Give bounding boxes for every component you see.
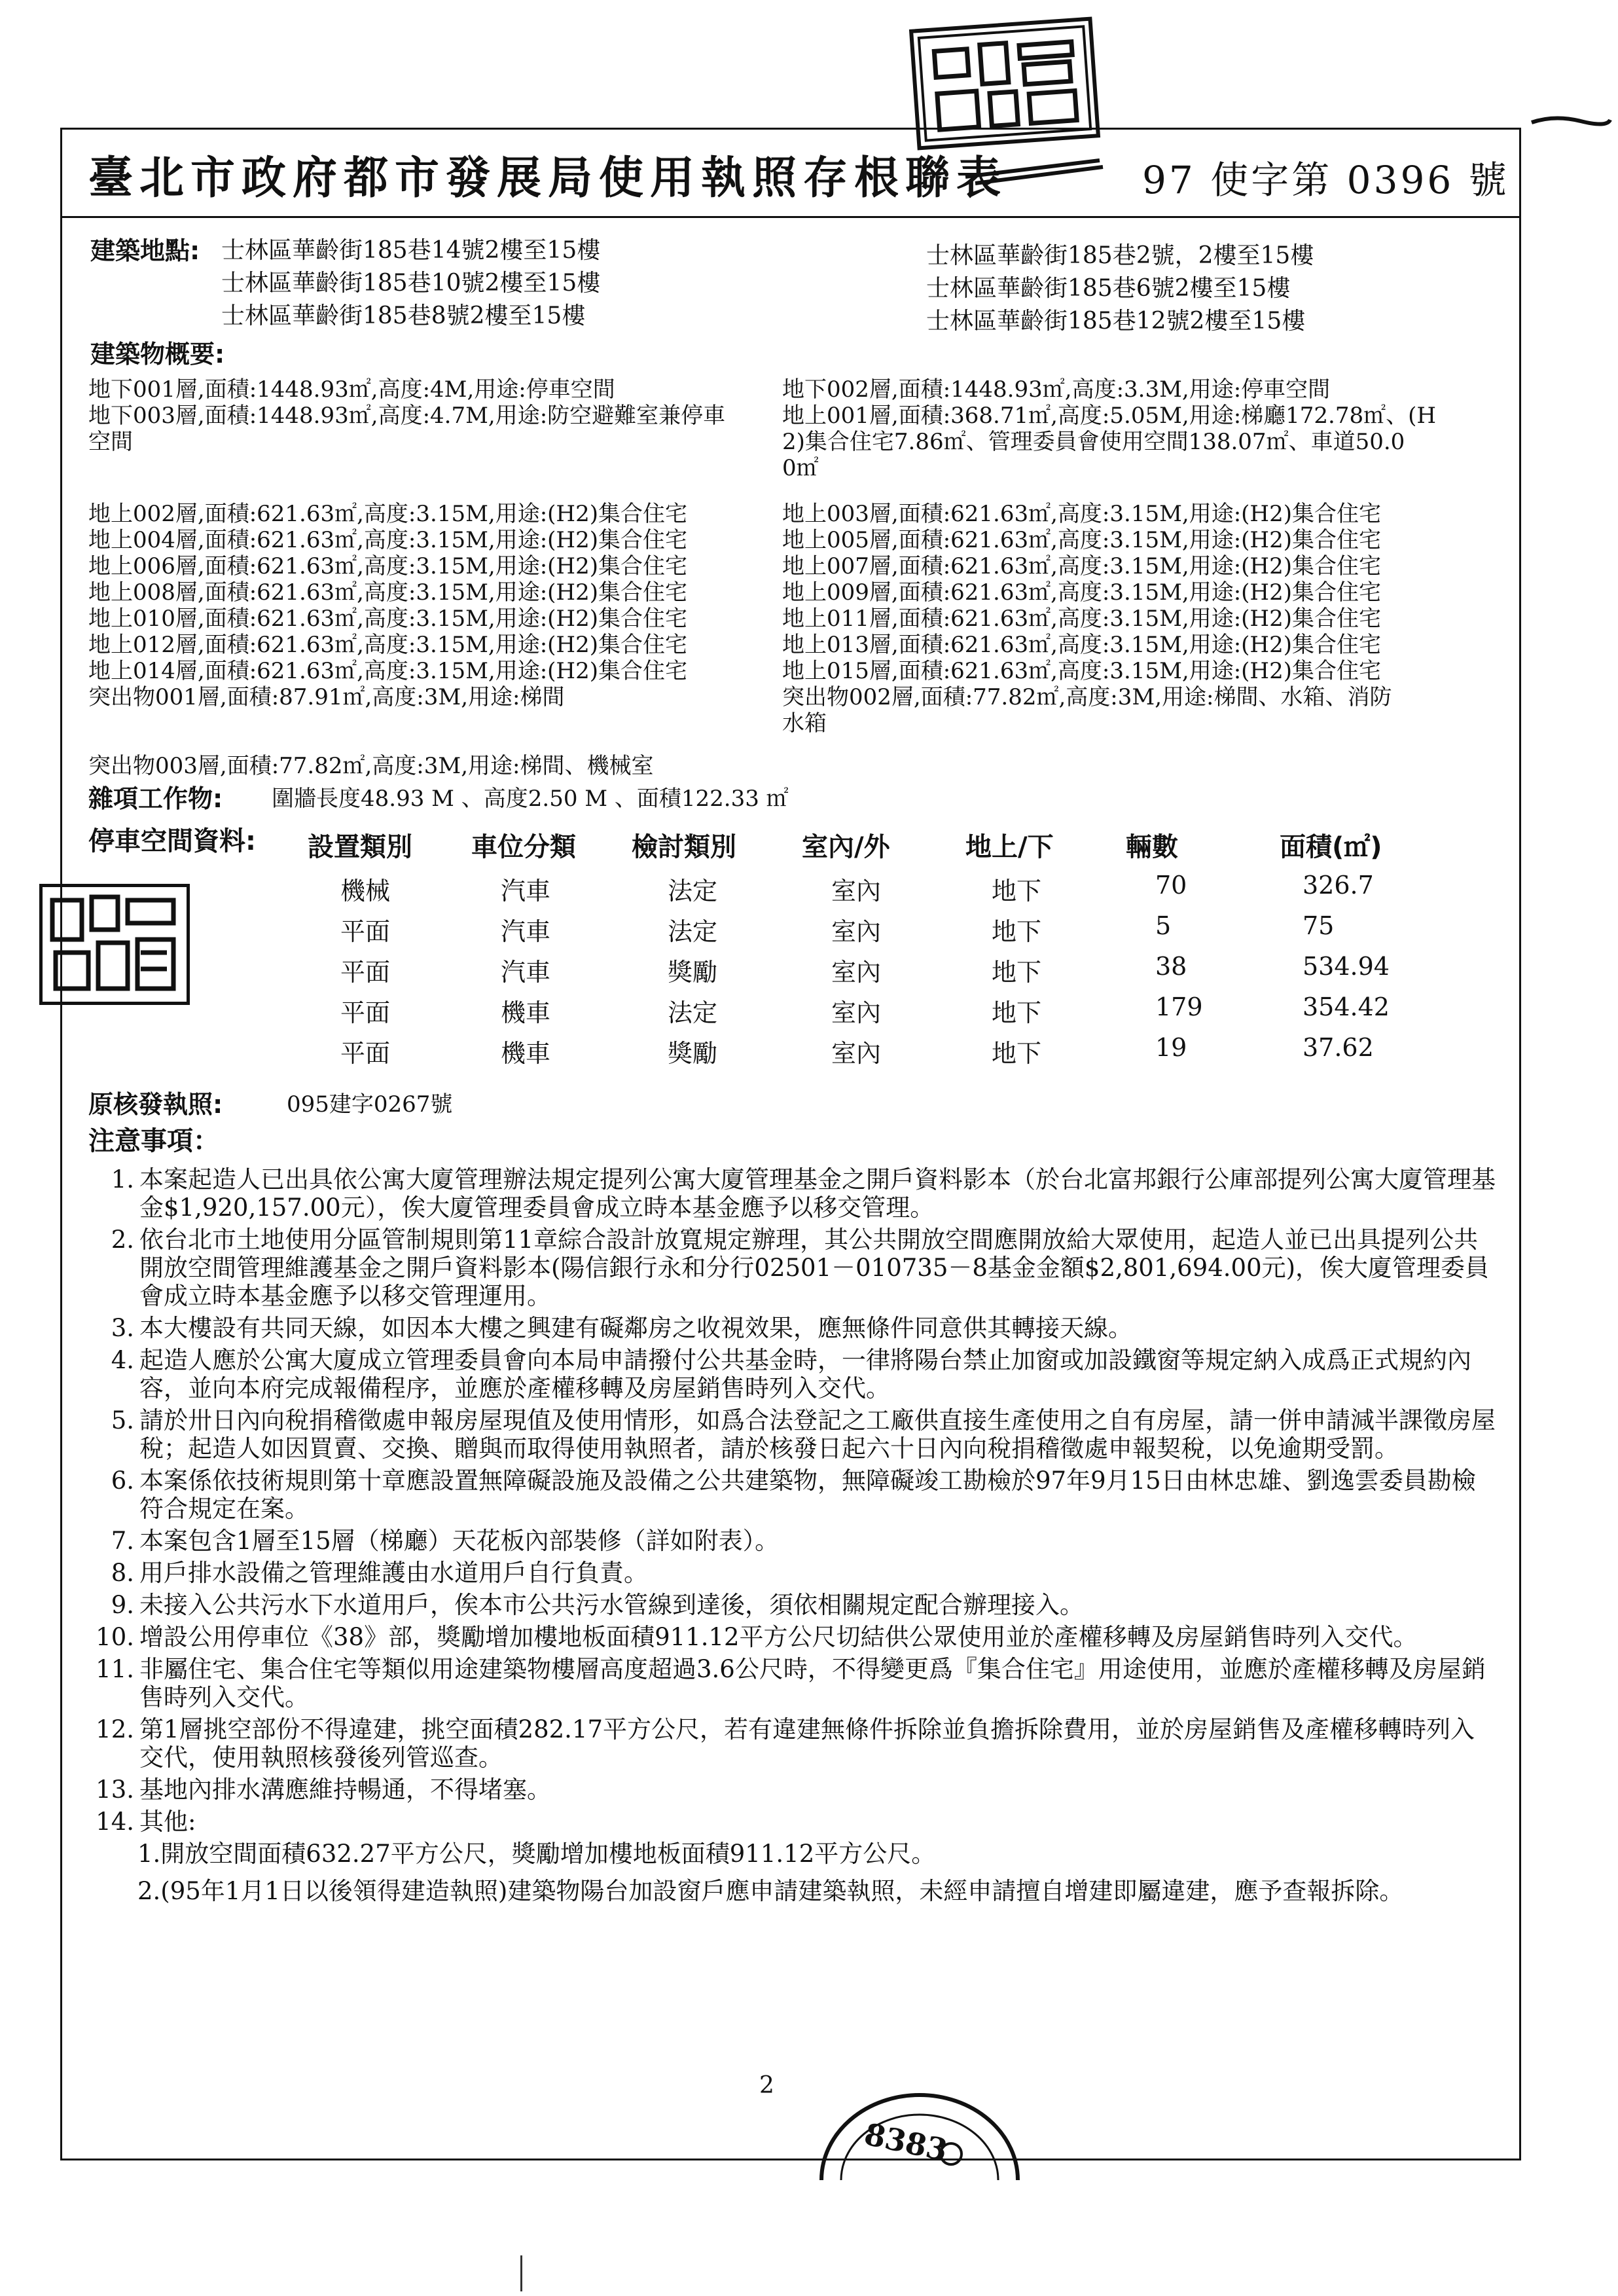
parking-cell: 326.7 [1303, 871, 1374, 900]
overview-left-line: 地上012層,面積:621.63㎡,高度:3.15M,用途:(H2)集合住宅 [88, 632, 687, 658]
site-label: 建築地點: [90, 236, 200, 265]
parking-cell: 室內 [831, 958, 882, 987]
overview-right-line: 地下002層,面積:1448.93㎡,高度:3.3M,用途:停車空間 [782, 376, 1331, 403]
note-item: 1. 本案起造人已出具依公寓大廈管理辦法規定提列公寓大廈管理基金之開戶資料影本（於台北富邦銀行公庫部提列公寓大廈管理基金$1,920,157.00元），俟大廈管理委員會成立時本基金應予以移交管理。 [111, 1165, 1496, 1222]
page-number: 2 [759, 2072, 774, 2099]
parking-cell: 機車 [501, 998, 551, 1027]
parking-cell: 法定 [668, 917, 718, 946]
note-sub-item: 2.(95年1月1日以後領得建造執照)建築物陽台加設窗戶應申請建築執照，未經申請擅自增建即屬違建，應予查報拆除。 [137, 1877, 1404, 1905]
site-address-right-1: 士林區華齡街185巷2號，2樓至15樓 [926, 242, 1314, 269]
note-item: 7. 本案包含1層至15層（梯廳）天花板內部裝修（詳如附表）。 [111, 1527, 780, 1555]
parking-cell: 獎勵 [668, 1039, 718, 1068]
site-address-right-2: 士林區華齡街185巷6號2樓至15樓 [926, 275, 1291, 302]
overview-right-line: 地上003層,面積:621.63㎡,高度:3.15M,用途:(H2)集合住宅 [782, 501, 1381, 527]
overview-right-line: 地上013層,面積:621.63㎡,高度:3.15M,用途:(H2)集合住宅 [782, 632, 1381, 658]
parking-cell: 汽車 [501, 877, 551, 905]
notes-label: 注意事項： [88, 1126, 219, 1156]
official-seal-top [909, 16, 1100, 150]
parking-cell: 38 [1155, 952, 1187, 981]
site-address-left-1: 士林區華齡街185巷14號2樓至15樓 [221, 237, 601, 264]
site-address-left-2: 士林區華齡街185巷10號2樓至15樓 [221, 270, 601, 297]
original-license-value: 095建字0267號 [287, 1091, 453, 1118]
parking-cell: 70 [1155, 871, 1187, 900]
overview-right-line: 0㎡ [782, 455, 819, 481]
overview-left-floors [88, 501, 687, 710]
overview-right-line: 地上007層,面積:621.63㎡,高度:3.15M,用途:(H2)集合住宅 [782, 553, 1381, 579]
parking-cell: 平面 [340, 1039, 391, 1068]
overview-left-line: 地上008層,面積:621.63㎡,高度:3.15M,用途:(H2)集合住宅 [88, 579, 687, 606]
parking-cell: 地下 [992, 917, 1042, 946]
overview-left-line: 空間 [88, 429, 133, 455]
parking-cell: 地下 [992, 877, 1042, 905]
parking-cell: 汽車 [501, 917, 551, 946]
seal-side-pattern [43, 887, 187, 1002]
seal-top-pattern [913, 21, 1096, 146]
parking-cell: 機械 [340, 877, 391, 905]
note-sub-list [95, 1840, 1496, 1905]
parking-cell: 平面 [340, 998, 391, 1027]
misc-label: 雜項工作物: [88, 784, 223, 813]
overview-right-line: 2)集合住宅7.86㎡、管理委員會使用空間138.07㎡、車道50.0 [782, 429, 1405, 455]
parking-cell: 75 [1303, 911, 1335, 940]
overview-left-line: 地上010層,面積:621.63㎡,高度:3.15M,用途:(H2)集合住宅 [88, 606, 687, 632]
overview-right-line: 地上015層,面積:621.63㎡,高度:3.15M,用途:(H2)集合住宅 [782, 658, 1381, 684]
parking-cell: 室內 [831, 1039, 882, 1068]
overview-left-line: 地上006層,面積:621.63㎡,高度:3.15M,用途:(H2)集合住宅 [88, 553, 687, 579]
parking-header: 面積(㎡) [1280, 832, 1382, 862]
note-item: 5. 請於卅日內向稅捐稽徵處申報房屋現值及使用情形，如爲合法登記之工廠供直接生產使用之自有房屋，請一併申請減半課徵房屋稅；起造人如因買賣、交換、贈與而取得使用執照者，請於核發日起六十日內向稅捐稽徵處申報契稅，以免逾期受罰。 [111, 1406, 1496, 1463]
overview-right-line: 地上001層,面積:368.71㎡,高度:5.05M,用途:梯廳172.78㎡、(H [782, 403, 1437, 429]
parking-header: 車位分類 [471, 832, 576, 862]
parking-cell: 534.94 [1303, 952, 1390, 981]
parking-cell: 汽車 [501, 958, 551, 987]
overview-right-list [782, 376, 1436, 481]
parking-cell: 法定 [668, 877, 718, 905]
overview-right-line: 地上005層,面積:621.63㎡,高度:3.15M,用途:(H2)集合住宅 [782, 527, 1381, 553]
overview-right-line: 地上009層,面積:621.63㎡,高度:3.15M,用途:(H2)集合住宅 [782, 579, 1381, 606]
overview-right-line: 水箱 [782, 710, 827, 737]
note-item: 3. 本大樓設有共同天線，如因本大樓之興建有礙鄰房之收視效果，應無條件同意供其轉接天線。 [111, 1314, 1132, 1342]
parking-cell: 法定 [668, 998, 718, 1027]
parking-cell: 354.42 [1303, 993, 1390, 1021]
strike-mark [962, 147, 1106, 193]
site-address-left-3: 士林區華齡街185巷8號2樓至15樓 [221, 302, 586, 329]
original-license-label: 原核發執照: [88, 1090, 223, 1119]
parking-cell: 地下 [992, 998, 1042, 1027]
notes-list [95, 1165, 1496, 1914]
parking-cell: 平面 [340, 958, 391, 987]
note-item: 9. 未接入公共污水下水道用戶，俟本市公共污水管線到達後，須依相關規定配合辦理接入。 [111, 1591, 1084, 1619]
parking-cell: 平面 [340, 917, 391, 946]
overview-extra: 突出物003層,面積:77.82㎡,高度:3M,用途:梯間、機械室 [88, 753, 654, 779]
parking-cell: 179 [1155, 993, 1203, 1021]
overview-right-floors [782, 501, 1392, 737]
overview-left-line: 地上014層,面積:621.63㎡,高度:3.15M,用途:(H2)集合住宅 [88, 658, 687, 684]
parking-header: 地上/下 [965, 832, 1054, 862]
note-item: 8. 用戶排水設備之管理維護由水道用戶自行負責。 [111, 1559, 648, 1587]
permit-number: 97 使字第 0396 號 [1142, 158, 1509, 202]
overview-right-line: 地上011層,面積:621.63㎡,高度:3.15M,用途:(H2)集合住宅 [782, 606, 1381, 632]
parking-cell: 19 [1155, 1033, 1187, 1062]
parking-header: 檢討類別 [632, 832, 736, 862]
overview-left-line: 地上004層,面積:621.63㎡,高度:3.15M,用途:(H2)集合住宅 [88, 527, 687, 553]
overview-label: 建築物概要: [90, 340, 225, 369]
scan-mark [520, 2255, 522, 2291]
note-item: 13. 基地內排水溝應維持暢通，不得堵塞。 [96, 1776, 551, 1804]
official-seal-side [39, 884, 190, 1005]
overview-left-line: 地上002層,面積:621.63㎡,高度:3.15M,用途:(H2)集合住宅 [88, 501, 687, 527]
parking-cell: 機車 [501, 1039, 551, 1068]
note-sub-item: 1.開放空間面積632.27平方公尺，獎勵增加樓地板面積911.12平方公尺。 [137, 1840, 936, 1868]
parking-label: 停車空間資料: [88, 826, 256, 856]
parking-header: 設置類別 [308, 832, 412, 862]
document-title: 臺北市政府都市發展局使用執照存根聯表 [88, 152, 1008, 204]
overview-right-line: 突出物002層,面積:77.82㎡,高度:3M,用途:梯間、水箱、消防 [782, 684, 1392, 710]
parking-header: 室內/外 [802, 832, 890, 862]
parking-cell: 地下 [992, 958, 1042, 987]
note-item: 14. 其他: [96, 1808, 196, 1836]
header-divider [60, 216, 1521, 218]
parking-cell: 獎勵 [668, 958, 718, 987]
overview-left-list [88, 376, 725, 455]
parking-cell: 室內 [831, 877, 882, 905]
overview-left-line: 地下003層,面積:1448.93㎡,高度:4.7M,用途:防空避難室兼停車 [88, 403, 726, 429]
parking-cell: 5 [1155, 911, 1172, 940]
edge-mark [1528, 108, 1613, 134]
note-item: 2. 依台北市土地使用分區管制規則第11章綜合設計放寬規定辦理，其公共開放空間應開放給大眾使用，起造人並已出具提列公共開放空間管理維護基金之開戶資料影本(陽信銀行永和分行02501－010735－8基金金額$2,801,694.00元)，俟大廈管理委員會成立時本基金應予以移交管理運用。 [111, 1226, 1490, 1310]
note-item: 4. 起造人應於公寓大廈成立管理委員會向本局申請撥付公共基金時，一律將陽台禁止加窗或加設鐵窗等規定納入成爲正式規約內容，並向本府完成報備程序，並應於產權移轉及房屋銷售時列入交代。 [111, 1346, 1471, 1402]
overview-left-line: 突出物001層,面積:87.91㎡,高度:3M,用途:梯間 [88, 684, 565, 710]
parking-cell: 37.62 [1303, 1033, 1374, 1062]
note-item: 6. 本案係依技術規則第十章應設置無障礙設施及設備之公共建築物，無障礙竣工勘檢於97年9月15日由林忠雄、劉逸雲委員勘檢符合規定在案。 [111, 1467, 1476, 1523]
note-item: 12. 第1層挑空部份不得違建，挑空面積282.17平方公尺，若有違建無條件拆除並負擔拆除費用，並於房屋銷售及產權移轉時列入交代，使用執照核發後列管巡查。 [96, 1715, 1475, 1772]
overview-left-line: 地下001層,面積:1448.93㎡,高度:4M,用途:停車空間 [88, 376, 615, 403]
parking-cell: 室內 [831, 998, 882, 1027]
note-item: 10. 增設公用停車位《38》部，獎勵增加樓地板面積911.12平方公尺切結供公眾使用並於產權移轉及房屋銷售時列入交代。 [96, 1623, 1418, 1651]
misc-value: 圍牆長度48.93 M 、高度2.50 M 、面積122.33 ㎡ [272, 786, 789, 812]
site-address-right-3: 士林區華齡街185巷12號2樓至15樓 [926, 308, 1306, 335]
parking-header: 輛數 [1126, 832, 1178, 862]
parking-cell: 室內 [831, 917, 882, 946]
note-item: 11. 非屬住宅、集合住宅等類似用途建築物樓層高度超過3.6公尺時，不得變更爲『集合住宅』用途使用，並應於產權移轉及房屋銷售時列入交代。 [96, 1655, 1486, 1711]
parking-cell: 地下 [992, 1039, 1042, 1068]
stamp-number: 8383 [861, 2116, 951, 2168]
